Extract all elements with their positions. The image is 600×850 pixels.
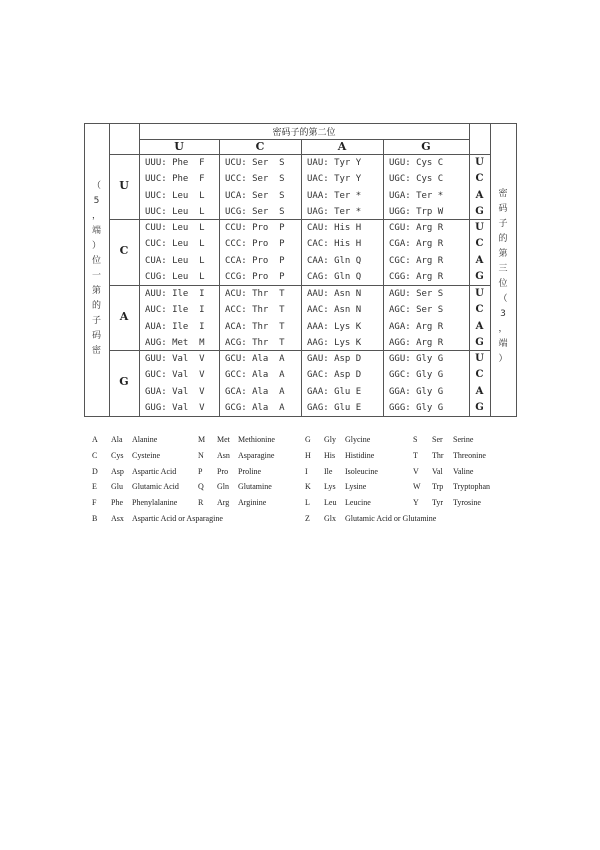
legend-name: Arginine bbox=[238, 498, 267, 508]
codon-entry: ACG: Thr T bbox=[225, 338, 285, 349]
third-base: A bbox=[475, 385, 484, 397]
legend-name: Methionine bbox=[238, 435, 275, 444]
codon-entry: ACC: Thr T bbox=[225, 305, 285, 316]
codon-entry: CAA: Gln Q bbox=[307, 255, 362, 266]
column-base-c: C bbox=[255, 140, 265, 153]
column-base-g: G bbox=[421, 140, 431, 153]
legend-name: Glutamic Acid or Glutamine bbox=[345, 514, 437, 523]
codon-entry: GGU: Gly G bbox=[389, 354, 444, 364]
legend-code: T bbox=[413, 450, 418, 460]
legend-code: E bbox=[92, 482, 97, 492]
codon-entry: ACA: Thr T bbox=[225, 321, 285, 332]
codon-entry: CAG: Gln Q bbox=[307, 272, 362, 283]
row-base-c: C bbox=[119, 243, 129, 257]
legend-name: Cysteine bbox=[132, 450, 160, 460]
legend-abbr: Glu bbox=[111, 482, 123, 492]
codon-entry: UAU: Tyr Y bbox=[307, 158, 362, 168]
table-border-right bbox=[516, 123, 517, 417]
codon-entry: AAG: Lys K bbox=[307, 338, 362, 349]
codon-entry: GUC: Val V bbox=[145, 370, 205, 381]
third-position-char: ， bbox=[498, 324, 508, 334]
legend-code: V bbox=[413, 466, 419, 476]
codon-entry: UUC: Leu L bbox=[145, 190, 205, 201]
codon-entry: UAC: Tyr Y bbox=[307, 174, 362, 185]
first-position-char: 密 bbox=[91, 346, 101, 356]
third-position-char: 码 bbox=[498, 204, 508, 214]
legend-abbr: Cys bbox=[111, 450, 124, 460]
legend-name: Glycine bbox=[345, 435, 371, 444]
codon-entry: GGG: Gly G bbox=[389, 403, 444, 414]
column-separator bbox=[301, 139, 302, 416]
first-position-char: （ bbox=[91, 181, 101, 191]
first-position-char: 5 bbox=[93, 196, 100, 206]
codon-entry: UGC: Cys C bbox=[389, 174, 444, 185]
left-label-separator bbox=[109, 123, 110, 416]
legend-code: F bbox=[92, 498, 97, 508]
codon-entry: GCC: Ala A bbox=[225, 370, 285, 381]
codon-entry: AGU: Ser S bbox=[389, 289, 444, 299]
first-position-char: 一 bbox=[91, 271, 101, 281]
third-position-char: 端 bbox=[498, 339, 508, 349]
codon-entry: CCG: Pro P bbox=[225, 272, 285, 283]
legend-name: Proline bbox=[238, 466, 262, 476]
third-position-char: （ bbox=[498, 294, 508, 304]
codon-entry: GUA: Val V bbox=[145, 386, 205, 397]
legend-name: Isoleucine bbox=[345, 466, 378, 476]
codon-entry: GGA: Gly G bbox=[389, 386, 444, 397]
row-base-g: G bbox=[119, 374, 129, 388]
legend-code: D bbox=[92, 466, 98, 476]
legend-abbr: Tyr bbox=[432, 498, 443, 508]
legend-abbr: Lys bbox=[324, 482, 336, 492]
first-position-char: ， bbox=[91, 211, 101, 221]
first-position-char: ） bbox=[91, 241, 101, 251]
table-border-top bbox=[84, 123, 516, 124]
legend-abbr: Asx bbox=[111, 514, 124, 523]
codon-entry: AGC: Ser S bbox=[389, 305, 444, 316]
codon-entry: UGG: Trp W bbox=[389, 207, 444, 218]
third-base: C bbox=[475, 238, 484, 250]
legend-code: K bbox=[305, 482, 311, 492]
third-base: C bbox=[475, 304, 484, 316]
third-position-char: 三 bbox=[498, 264, 508, 274]
legend-name: Lysine bbox=[345, 482, 367, 492]
legend-abbr: Val bbox=[432, 466, 443, 476]
row-base-separator bbox=[139, 123, 140, 416]
legend-abbr: Arg bbox=[217, 498, 230, 508]
codon-entry: GAG: Glu E bbox=[307, 403, 362, 414]
first-position-label bbox=[84, 179, 109, 359]
legend-name: Tryptophan bbox=[453, 482, 491, 492]
codon-entry: CUG: Leu L bbox=[145, 272, 205, 283]
legend-abbr: Ile bbox=[324, 466, 333, 476]
codon-entry: AAU: Asn N bbox=[307, 289, 362, 299]
legend-name: Glutamine bbox=[238, 482, 272, 492]
column-base-a: A bbox=[337, 140, 347, 153]
codon-entry: GCU: Ala A bbox=[225, 354, 285, 364]
third-base: C bbox=[475, 173, 484, 185]
legend-name: Phenylalanine bbox=[132, 498, 178, 508]
first-position-char: 子 bbox=[91, 316, 101, 326]
legend-abbr: Gln bbox=[217, 482, 229, 492]
legend-abbr: Leu bbox=[324, 498, 337, 508]
third-base: U bbox=[475, 222, 484, 233]
codon-entry: UGA: Ter * bbox=[389, 190, 444, 201]
legend-code: Y bbox=[413, 498, 419, 508]
codon-entry: UAA: Ter * bbox=[307, 190, 362, 201]
row-base-a: A bbox=[119, 309, 129, 323]
header-bottom-line bbox=[109, 154, 490, 155]
legend-name: Alanine bbox=[132, 435, 158, 444]
third-base: G bbox=[475, 337, 484, 349]
codon-entry: UAG: Ter * bbox=[307, 207, 362, 218]
legend-name: Asparagine bbox=[238, 450, 275, 460]
legend-name: Valine bbox=[453, 466, 474, 476]
codon-entry: GCG: Ala A bbox=[225, 403, 285, 414]
codon-entry: CCU: Pro P bbox=[225, 223, 285, 233]
legend-code: N bbox=[198, 450, 204, 460]
legend-abbr: Phe bbox=[111, 498, 123, 508]
codon-entry: GCA: Ala A bbox=[225, 386, 285, 397]
first-position-char: 第 bbox=[91, 286, 101, 296]
legend-name: Leucine bbox=[345, 498, 371, 508]
legend-abbr: Asp bbox=[111, 466, 124, 476]
third-base: U bbox=[475, 157, 484, 168]
row-group-separator bbox=[109, 350, 490, 351]
third-base: A bbox=[475, 320, 484, 332]
legend-abbr: Gly bbox=[324, 435, 336, 444]
legend-abbr: Met bbox=[217, 435, 230, 444]
codon-entry: AUA: Ile I bbox=[145, 321, 205, 332]
codon-entry: CGA: Arg R bbox=[389, 239, 444, 250]
codon-entry: CGC: Arg R bbox=[389, 255, 444, 266]
codon-entry: AAC: Asn N bbox=[307, 305, 362, 316]
codon-entry: AGG: Arg R bbox=[389, 338, 444, 349]
first-position-char: 的 bbox=[91, 301, 101, 311]
legend-abbr: Glx bbox=[324, 514, 336, 523]
legend-abbr: Pro bbox=[217, 466, 229, 476]
third-base: G bbox=[475, 271, 484, 283]
codon-entry: GGC: Gly G bbox=[389, 370, 444, 381]
legend-code: M bbox=[198, 435, 206, 444]
legend-code: W bbox=[413, 482, 421, 492]
codon-entry: CGG: Arg R bbox=[389, 272, 444, 283]
legend-name: Tyrosine bbox=[453, 498, 481, 508]
legend-name: Threonine bbox=[453, 450, 486, 460]
legend-name: Aspartic Acid bbox=[132, 466, 177, 476]
codon-entry: AUG: Met M bbox=[145, 338, 205, 349]
codon-entry: AUU: Ile I bbox=[145, 289, 205, 299]
second-position-title: 密码子的第二位 bbox=[272, 128, 336, 138]
row-base-u: U bbox=[119, 178, 129, 192]
codon-entry: UUC: Leu L bbox=[145, 207, 205, 218]
row-group-separator bbox=[109, 219, 490, 220]
codon-entry: UUC: Phe F bbox=[145, 174, 205, 185]
codon-entry: UCA: Ser S bbox=[225, 190, 285, 201]
legend-name: Aspartic Acid or Asparagine bbox=[132, 514, 223, 523]
codon-entry: GAC: Asp D bbox=[307, 370, 362, 381]
codon-entry: GAU: Asp D bbox=[307, 354, 362, 364]
codon-entry: UUU: Phe F bbox=[145, 158, 205, 168]
codon-entry: AAA: Lys K bbox=[307, 321, 362, 332]
third-base: G bbox=[475, 206, 484, 218]
codon-entry: UCG: Ser S bbox=[225, 207, 285, 218]
column-separator bbox=[383, 139, 384, 416]
legend-abbr: Ser bbox=[432, 435, 443, 444]
third-base: U bbox=[475, 353, 484, 364]
codon-entry: CCC: Pro P bbox=[225, 239, 285, 250]
legend-code: L bbox=[305, 498, 310, 508]
legend-code: P bbox=[198, 466, 203, 476]
legend-name: Serine bbox=[453, 435, 474, 444]
codon-entry: CAU: His H bbox=[307, 223, 362, 233]
legend-abbr: Thr bbox=[432, 450, 444, 460]
legend-code: Z bbox=[305, 514, 310, 523]
codon-entry: UCU: Ser S bbox=[225, 158, 285, 168]
legend-name: Glutamic Acid bbox=[132, 482, 179, 492]
third-base: G bbox=[475, 402, 484, 414]
codon-entry: GUG: Val V bbox=[145, 403, 205, 414]
legend-code: C bbox=[92, 450, 98, 460]
legend-abbr: His bbox=[324, 450, 336, 460]
third-base: U bbox=[475, 288, 484, 299]
first-position-char: 端 bbox=[91, 226, 101, 236]
codon-entry: GUU: Val V bbox=[145, 354, 205, 364]
legend-abbr: Ala bbox=[111, 435, 123, 444]
codon-entry: CUC: Leu L bbox=[145, 239, 205, 250]
legend-code: A bbox=[92, 435, 98, 444]
column-base-u: U bbox=[174, 140, 184, 153]
table-border-bottom bbox=[84, 416, 516, 417]
codon-entry: CAC: His H bbox=[307, 239, 362, 250]
codon-entry: CUU: Leu L bbox=[145, 223, 205, 233]
row-group-separator bbox=[109, 285, 490, 286]
legend-name: Histidine bbox=[345, 450, 375, 460]
third-base: C bbox=[475, 369, 484, 381]
first-position-char: 位 bbox=[91, 256, 101, 266]
legend-abbr: Asn bbox=[217, 450, 230, 460]
third-position-char: ） bbox=[498, 354, 508, 364]
third-position-char: 第 bbox=[498, 249, 508, 259]
codon-entry: UGU: Cys C bbox=[389, 158, 444, 168]
legend-code: I bbox=[305, 466, 308, 476]
third-position-char: 子 bbox=[498, 219, 508, 229]
third-position-label bbox=[490, 187, 516, 367]
first-position-char: 码 bbox=[91, 331, 101, 341]
third-position-char: 密 bbox=[498, 189, 508, 199]
codon-entry: ACU: Thr T bbox=[225, 289, 285, 299]
third-base: A bbox=[475, 189, 484, 201]
legend-code: H bbox=[305, 450, 311, 460]
legend-abbr: Trp bbox=[432, 482, 444, 492]
codon-entry: GAA: Glu E bbox=[307, 386, 362, 397]
third-position-char: 3 bbox=[500, 309, 506, 319]
column-separator bbox=[219, 139, 220, 416]
third-position-char: 位 bbox=[498, 279, 508, 289]
codon-entry: AGA: Arg R bbox=[389, 321, 444, 332]
codon-entry: CUA: Leu L bbox=[145, 255, 205, 266]
codon-entry: CCA: Pro P bbox=[225, 255, 285, 266]
codon-entry: UCC: Ser S bbox=[225, 174, 285, 185]
third-base: A bbox=[475, 254, 484, 266]
legend-code: B bbox=[92, 514, 98, 523]
codon-entry: AUC: Ile I bbox=[145, 305, 205, 316]
legend-code: R bbox=[198, 498, 204, 508]
legend-code: S bbox=[413, 435, 418, 444]
legend-code: Q bbox=[198, 482, 204, 492]
codon-entry: CGU: Arg R bbox=[389, 223, 444, 233]
third-position-char: 的 bbox=[498, 234, 508, 244]
legend-code: G bbox=[305, 435, 311, 444]
